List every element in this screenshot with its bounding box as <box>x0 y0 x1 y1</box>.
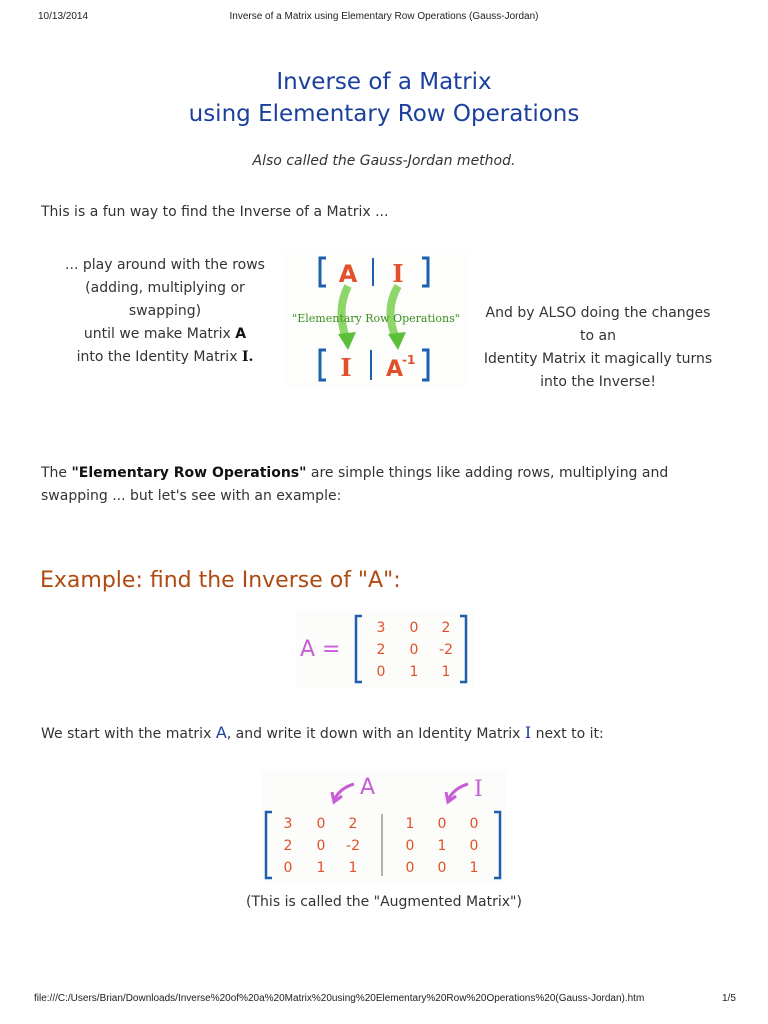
aug-right-cell: 1 <box>469 860 479 876</box>
footer-page: 1/5 <box>722 993 736 1004</box>
diagram-i-bottom: I <box>340 353 352 382</box>
right-line-2: to an <box>580 328 616 344</box>
right-line-3: Identity Matrix it magically turns <box>483 351 713 367</box>
ero-bold: "Elementary Row Operations" <box>71 465 307 481</box>
right-line-1: And by ALSO doing the changes <box>485 305 711 321</box>
aug-right-cell: 1 <box>437 838 447 854</box>
aug-left-cell: -2 <box>346 838 360 854</box>
row-ops-diagram <box>286 250 466 388</box>
left-line-5 <box>40 346 290 369</box>
matrix-i-bold: I. <box>241 349 254 365</box>
ero-line-1 <box>41 462 741 485</box>
left-line-4 <box>40 323 290 346</box>
aug-left-cell: 0 <box>316 838 326 854</box>
left-line-2: (adding, multiplying or <box>85 280 245 296</box>
matrix-a-cell: 1 <box>409 664 419 680</box>
ops-label: "Elementary Row Operations" <box>292 312 460 325</box>
aug-left-cell: 1 <box>316 860 326 876</box>
matrix-a-cell: 2 <box>441 620 451 636</box>
aug-right-cell: 0 <box>405 838 415 854</box>
aug-right-cell: 1 <box>405 816 415 832</box>
augmented-caption: (This is called the "Augmented Matrix") <box>246 894 522 910</box>
matrix-a-cell: 0 <box>409 642 419 658</box>
ero-line-2: swapping ... but let's see with an example: <box>41 488 342 504</box>
diagram-a-inverse: A <box>386 357 404 382</box>
matrix-a-cell: -2 <box>439 642 453 658</box>
aug-right-cell: 0 <box>469 838 479 854</box>
aug-left-cell: 0 <box>316 816 326 832</box>
aug-left-cell: 2 <box>283 838 293 854</box>
start-a: A <box>215 723 227 742</box>
subtitle: Also called the Gauss-Jordan method. <box>252 153 516 169</box>
start-post: next to it: <box>531 726 604 742</box>
diagram-a: A <box>338 260 358 288</box>
aug-left-cell: 1 <box>348 860 358 876</box>
matrix-a-cell: 3 <box>376 620 386 636</box>
diagram-i: I <box>392 259 404 288</box>
aug-right-cell: 0 <box>437 816 447 832</box>
print-doc-title: Inverse of a Matrix using Elementary Row Operations (Gauss-Jordan) <box>229 11 539 22</box>
matrix-a-figure <box>296 610 474 688</box>
left-line-1: ... play around with the rows <box>65 257 265 273</box>
aug-left-cell: 0 <box>283 860 293 876</box>
ero-post: are simple things like adding rows, multiplying and <box>306 465 669 481</box>
matrix-a-label: A = <box>300 637 341 662</box>
aug-label-i: I <box>474 777 483 802</box>
page-title-line2: using Elementary Row Operations <box>188 101 580 127</box>
augmented-matrix-figure <box>262 770 506 882</box>
matrix-a-cell: 0 <box>409 620 419 636</box>
footer-path: file:///C:/Users/Brian/Downloads/Inverse%20of%20a%20Matrix%20using%20Elementary%20Row%20Operations%20(Gauss-Jordan).htm <box>34 993 645 1004</box>
left-explanation <box>40 254 290 369</box>
start-i: I <box>524 723 532 742</box>
diagram-inverse-sup: -1 <box>402 353 416 367</box>
ero-paragraph <box>41 462 741 508</box>
aug-left-cell: 2 <box>348 816 358 832</box>
right-line-4: into the Inverse! <box>540 374 656 390</box>
ero-pre: The <box>41 465 72 481</box>
page-title-line1: Inverse of a Matrix <box>276 69 492 95</box>
matrix-a-cell: 0 <box>376 664 386 680</box>
left-line-3: swapping) <box>128 303 202 319</box>
start-paragraph <box>41 721 741 746</box>
aug-right-cell: 0 <box>405 860 415 876</box>
left-line-4-text: until we make Matrix <box>83 326 236 342</box>
aug-right-cell: 0 <box>469 816 479 832</box>
matrix-a-cell: 1 <box>441 664 451 680</box>
aug-right-cell: 0 <box>437 860 447 876</box>
left-line-5-text: into the Identity Matrix <box>76 349 242 365</box>
start-mid: , and write it down with an Identity Matrix <box>226 726 525 742</box>
print-date: 10/13/2014 <box>38 11 89 22</box>
aug-left-cell: 3 <box>283 816 293 832</box>
aug-label-a: A <box>360 775 376 800</box>
intro-text: This is a fun way to find the Inverse of a Matrix ... <box>41 204 389 220</box>
matrix-a-cell: 2 <box>376 642 386 658</box>
example-title: Example: find the Inverse of "A": <box>40 568 401 593</box>
right-explanation <box>470 302 726 394</box>
matrix-a-bold: A <box>235 326 247 342</box>
start-pre: We start with the matrix <box>41 726 216 742</box>
